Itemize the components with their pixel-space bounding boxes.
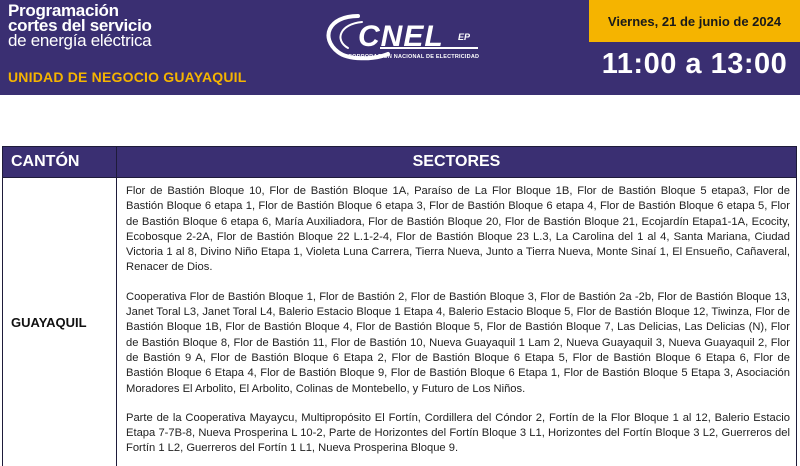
title-line-1: Programación [8, 1, 119, 20]
sector-paragraph-1: Flor de Bastión Bloque 10, Flor de Bastión Bloque 1A, Paraíso de La Flor Bloque 1B, Flor de Bastión Bloque 5 etapa3, Flor de Bastión Bloque 6 etapa 1, Flor de Bastión Bloque 6 etapa 3, Flor de Bastión Bloque 6 etapa 4, Flor de Bastión Bloque 6 etapa 5, Flor de Bastión Bloque 6 etapa 6, María Auxiliadora, Flor de Bastión Bloque 20, Flor de Bastión Bloque 21, Ecojardín Etapa1-1A, Ecocity, Ecobosque 2-2A, Flor de Bastión Bloque 22 L.1-2-4, Flor de Bastión Bloque 23 L.3, La Carolina del 1 al 4, Santa Mariana, Ciudad Victoria 1 al 8, Divino Niño Etapa 1, Violeta Luna Carrera, Tierra Nueva, Junto a Tierra Nueva, Monte Sinaí 1, El Ensueño, Cañaveral, Renacer de Dios. [126, 185, 790, 274]
cnel-logo [318, 8, 488, 78]
time-range: 11:00 a 13:00 [601, 48, 788, 80]
date-text: Viernes, 21 de junio de 2024 [607, 13, 782, 29]
canton-cell: GUAYAQUIL [11, 315, 87, 330]
schedule-table [2, 146, 797, 466]
page-title [8, 3, 152, 48]
title-line-3: de energía eléctrica [8, 31, 152, 50]
logo-wordmark: CNEL [358, 20, 444, 53]
title-line-2: cortes del servicio [8, 16, 152, 35]
column-divider [116, 147, 117, 466]
header-canton: CANTÓN [11, 153, 80, 170]
header-banner [0, 0, 800, 95]
date-badge [589, 0, 800, 42]
sector-paragraph-3: Parte de la Cooperativa Mayaycu, Multipropósito El Fortín, Cordillera del Cóndor 2, Fortín de la Flor Bloque 1 al 12, Balerio Estacio Etapa 7-7B-8, Nueva Prosperina L 10-2, Parte de Horizontes del Fortín Bloque 3 L1, Horizontes del Fortín Bloque 3 L2, Guerreros del Fortín 1 L2, Guerreros del Fortín 1 L1, Nueva Prosperina Bloque 9. [126, 411, 790, 455]
header-sectores: SECTORES [412, 153, 501, 170]
business-unit-label: UNIDAD DE NEGOCIO GUAYAQUIL [8, 69, 247, 85]
table-header-row [3, 147, 796, 178]
sector-paragraph-2: Cooperativa Flor de Bastión Bloque 1, Flor de Bastión 2, Flor de Bastión Bloque 3, Flor de Bastión 2a -2b, Flor de Bastión Bloque 13, Janet Toral L3, Janet Toral L4, Balerio Estacio Bloque 1 Etapa 4, Balerio Estacio Bloque 5, Flor de Bastión Bloque 12, Tiwinza, Flor de Bastión Bloque 1B, Flor de Bastión Bloque 4, Flor de Bastión Bloque 5, Flor de Bastión Bloque 7, Las Delicias, Las Delicias (N), Flor de Bastión Bloque 8, Flor de Bastión 11, Flor de Bastión 10, Nueva Guayaquil 1 Lam 2, Nueva Guayaquil 3, Nueva Guayaquil 2, Flor de Bastión 9 A, Flor de Bastión Bloque 6 Etapa 2, Flor de Bastión Bloque 6 Etapa 5, Flor de Bastión Bloque 6 Etapa 6, Flor de Bastión Bloque 6 Etapa 4, Flor de Bastión Bloque 9, Flor de Bastión Bloque 6 Etapa 1, Flor de Bastión Bloque 5 Etapa 3, Asociación Moradores El Arbolito, El Arbolito, Colinas de Montebello, y Futuro de Los Niños. [126, 290, 790, 395]
sectores-cell [126, 184, 790, 466]
logo-subtitle: CORPORACIÓN NACIONAL DE ELECTRICIDAD [348, 54, 480, 60]
logo-suffix: EP [458, 32, 471, 42]
